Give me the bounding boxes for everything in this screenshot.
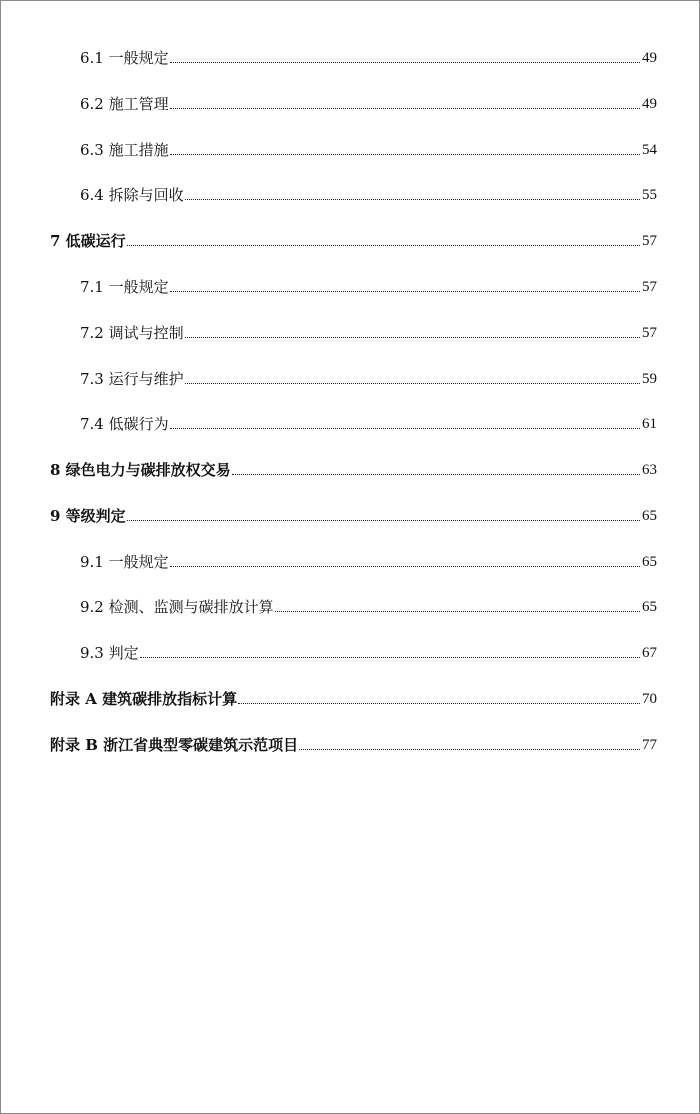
toc-dot-leader: [232, 474, 640, 475]
toc-entry-7-4[interactable]: [80, 410, 657, 434]
toc-dot-leader: [170, 428, 640, 429]
toc-dot-leader: [127, 245, 640, 246]
toc-page-number: 54: [642, 142, 657, 158]
toc-entry-label: 6.2 施工管理: [80, 95, 169, 113]
toc-dot-leader: [127, 520, 640, 521]
toc-page-number: 61: [642, 416, 657, 432]
toc-page-number: 70: [642, 691, 657, 707]
toc-entry-6-1[interactable]: [80, 44, 657, 68]
toc-entry-9-2[interactable]: [80, 593, 657, 617]
toc-entry-6-3[interactable]: [80, 136, 657, 160]
toc-entry-label: 9.1 一般规定: [80, 553, 169, 571]
toc-entry-appendix-a[interactable]: [50, 685, 657, 709]
toc-dot-leader: [185, 337, 640, 338]
toc-page-number: 49: [642, 96, 657, 112]
toc-page-number: 55: [642, 187, 657, 203]
toc-dot-leader: [170, 291, 640, 292]
toc-entry-label: 7 低碳运行: [50, 232, 126, 250]
toc-entry-7-2[interactable]: [80, 319, 657, 343]
toc-entry-label: 9 等级判定: [50, 507, 126, 525]
toc-page-number: 65: [642, 508, 657, 524]
toc-page-number: 67: [642, 645, 657, 661]
toc-page-number: 57: [642, 325, 657, 341]
toc-dot-leader: [185, 383, 640, 384]
toc-page-number: 77: [642, 737, 657, 753]
toc-dot-leader: [170, 566, 640, 567]
toc-page-number: 57: [642, 233, 657, 249]
toc-entry-label: 7.3 运行与维护: [80, 370, 184, 388]
toc-dot-leader: [238, 703, 640, 704]
toc-dot-leader: [140, 657, 640, 658]
toc-entry-label: 6.3 施工措施: [80, 141, 169, 159]
toc-entry-label: 8 绿色电力与碳排放权交易: [50, 461, 231, 479]
toc-dot-leader: [185, 199, 640, 200]
toc-entry-label: 7.2 调试与控制: [80, 324, 184, 342]
toc-entry-6-4[interactable]: [80, 181, 657, 205]
toc-dot-leader: [275, 611, 640, 612]
toc-entry-label: 9.2 检测、监测与碳排放计算: [80, 598, 274, 616]
toc-dot-leader: [299, 749, 640, 750]
toc-page-number: 49: [642, 50, 657, 66]
toc-dot-leader: [170, 154, 640, 155]
toc-entry-6-2[interactable]: [80, 90, 657, 114]
toc-entry-chapter-9[interactable]: [50, 502, 657, 526]
toc-entry-label: 6.1 一般规定: [80, 49, 169, 67]
toc-dot-leader: [170, 108, 640, 109]
toc-entry-label: 7.1 一般规定: [80, 278, 169, 296]
toc-dot-leader: [170, 62, 640, 63]
toc-entry-9-1[interactable]: [80, 548, 657, 572]
toc-entry-label: 7.4 低碳行为: [80, 415, 169, 433]
toc-entry-label: 附录 A 建筑碳排放指标计算: [50, 690, 238, 708]
toc-entry-7-1[interactable]: [80, 273, 657, 297]
toc-entry-9-3[interactable]: [80, 639, 657, 663]
toc-page-number: 63: [642, 462, 657, 478]
toc-page-number: 57: [642, 279, 657, 295]
toc-entry-7-3[interactable]: [80, 365, 657, 389]
toc-entry-label: 9.3 判定: [80, 644, 139, 662]
toc-entry-label: 附录 B 浙江省典型零碳建筑示范项目: [50, 736, 299, 754]
toc-entry-chapter-7[interactable]: [50, 227, 657, 251]
toc-page-number: 59: [642, 371, 657, 387]
toc-page-number: 65: [642, 554, 657, 570]
toc-entry-chapter-8[interactable]: [50, 456, 657, 480]
toc-page-number: 65: [642, 599, 657, 615]
toc-entry-label: 6.4 拆除与回收: [80, 186, 184, 204]
toc-entry-appendix-b[interactable]: [50, 731, 657, 755]
